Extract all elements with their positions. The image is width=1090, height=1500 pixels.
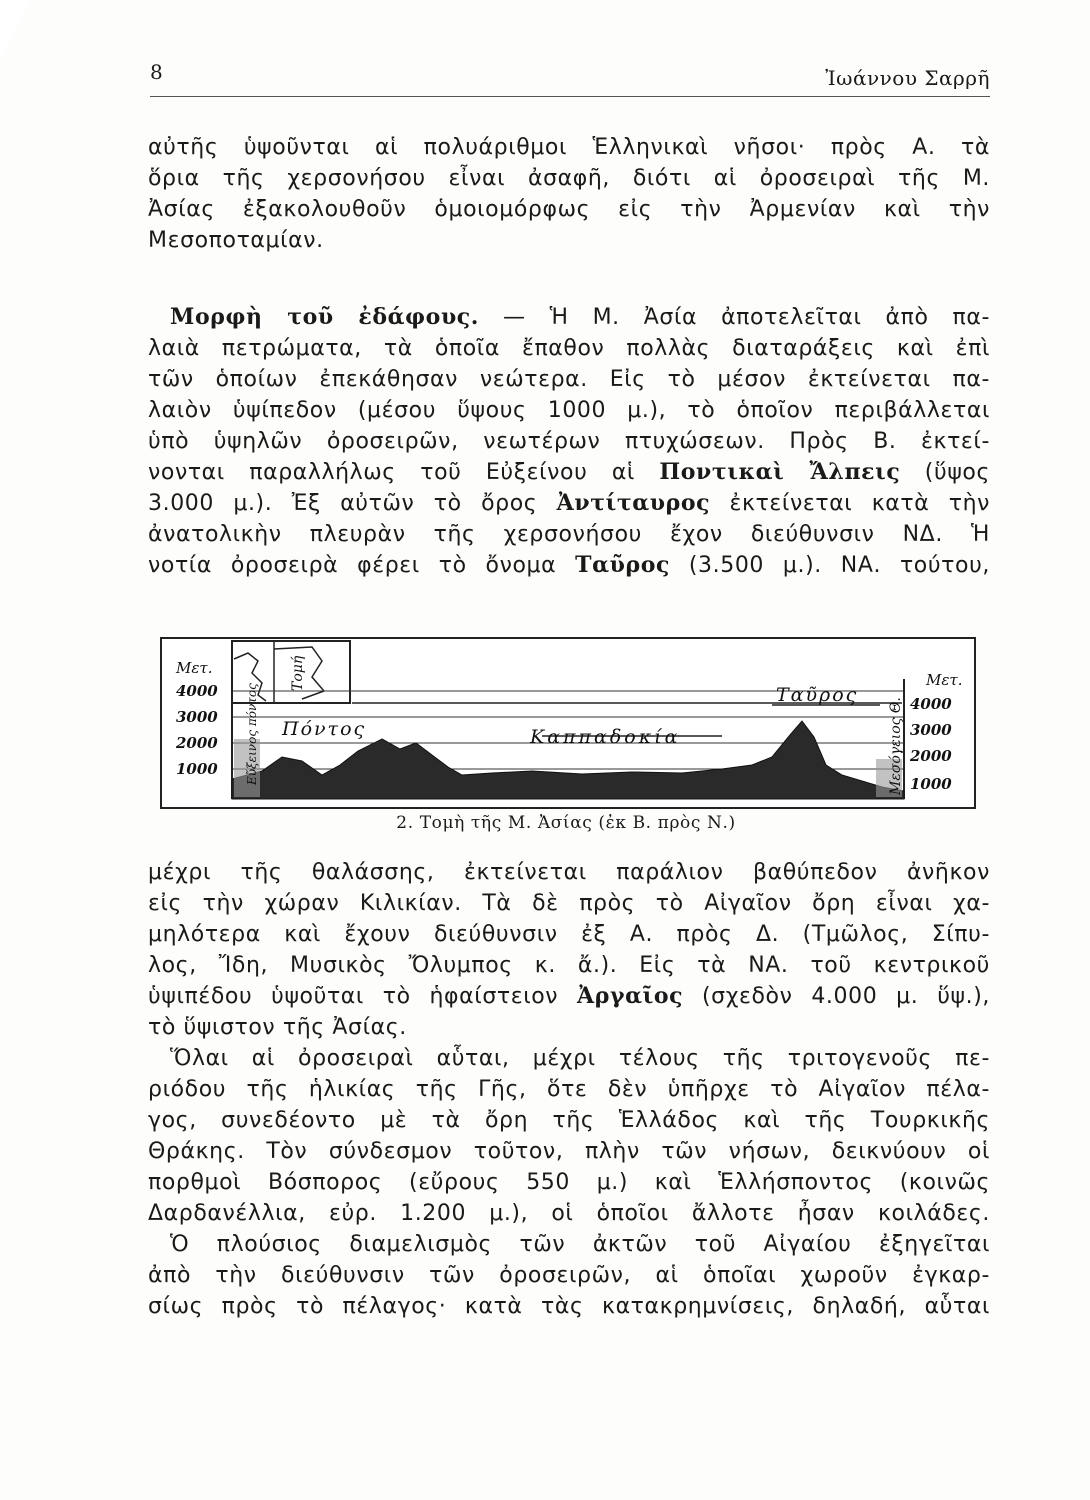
axis-tick-label: 2000	[910, 747, 952, 765]
text-line: λος, Ἴδη, Μυσικὸς Ὄλυμπος κ. ἄ.). Εἰς τὰ ΝΑ. τοῦ κεντρικοῦ	[148, 953, 990, 978]
text-run: (3.500 μ.). ΝΑ. τούτου,	[669, 553, 991, 578]
axis-tick-label: 1000	[910, 775, 952, 793]
label-mesogeios: Μεσόγειος Θ.	[888, 697, 904, 795]
text-line	[148, 981, 990, 1012]
page-header	[150, 60, 990, 96]
text-line: λαιὸν ὑψίπεδον (μέσου ὕψους 1000 μ.), τὸ ὁποῖον περιβάλλεται	[148, 398, 990, 423]
label-euxeinos-pontos: Εὔξεινος πόντος	[245, 683, 259, 785]
text-line: μέχρι τῆς θαλάσσης, ἐκτείνεται παράλιον βαθύπεδον ἀνῆκον	[148, 860, 990, 885]
term-taurus: Ταῦρος	[575, 552, 670, 578]
axis-tick-label: 4000	[176, 682, 218, 700]
page-number: 8	[150, 60, 163, 84]
term-pontic-alps: Ποντικαὶ Ἄλπεις	[659, 459, 901, 485]
text-run: (ὕψος	[900, 460, 990, 485]
text-line: ἀπὸ τὴν διεύθυνσιν τῶν ὀροσειρῶν, αἱ ὁποῖαι χωροῦν ἐγκαρ-	[148, 1263, 990, 1288]
text-line	[148, 550, 990, 581]
text-line: γος, συνεδέοντο μὲ τὰ ὄρη τῆς Ἑλλάδος καὶ τῆς Τουρκικῆς	[148, 1108, 990, 1133]
paragraph-continued	[148, 857, 990, 1322]
axis-tick-label: 2000	[176, 734, 218, 752]
text-line: ὅρια τῆς χερσονήσου εἶναι ἀσαφῆ, διότι αἱ ὀροσειραὶ τῆς Μ.	[148, 166, 990, 191]
text-run: ὑψιπέδου ὑψοῦται τὸ ἡφαίστειον	[148, 984, 578, 1009]
text-line: ριόδου τῆς ἡλικίας τῆς Γῆς, ὅτε δὲν ὑπῆρχε τὸ Αἰγαῖον πέλα-	[148, 1077, 990, 1102]
running-head: Ἰωάννου Σαρρῆ	[825, 66, 990, 90]
torn-corner	[0, 0, 30, 60]
header-rule	[150, 96, 990, 97]
paragraph-intro	[148, 132, 990, 256]
axis-tick-label: 1000	[176, 760, 218, 778]
text-line: τὸ ὕψιστον τῆς Ἀσίας.	[148, 1015, 407, 1040]
text-run: ἐκτείνεται κατὰ τὴν	[710, 491, 990, 516]
text-line: Ὅλαι αἱ ὀροσειραὶ αὗται, μέχρι τέλους τῆς τριτογενοῦς πε-	[170, 1046, 990, 1071]
text-line: Θράκης. Τὸν σύνδεσμον τοῦτον, πλὴν τῶν νήσων, δεικνύουν οἱ	[148, 1139, 990, 1164]
figure-caption: 2. Τομὴ τῆς Μ. Ἀσίας (ἐκ Β. πρὸς Ν.)	[396, 813, 736, 833]
text-line: πορθμοὶ Βόσπορος (εὔρους 550 μ.) καὶ Ἑλλήσποντος (κοινῶς	[148, 1170, 990, 1195]
label-kappadokia: Καππαδοκία	[530, 726, 681, 748]
section-heading: Μορφὴ τοῦ ἐδάφους.	[170, 304, 480, 330]
text-line: αὐτῆς ὑψοῦνται αἱ πολυάριθμοι Ἑλληνικαὶ νῆσοι· πρὸς Α. τὰ	[148, 135, 990, 160]
text-line: μηλότερα καὶ ἔχουν διεύθυνσιν ἐξ Α. πρὸς Δ. (Τμῶλος, Σίπυ-	[148, 922, 990, 947]
text-run: (σχεδὸν 4.000 μ. ὕψ.),	[683, 984, 990, 1009]
text-run: — Ἡ Μ. Ἀσία ἀποτελεῖται ἀπὸ πα-	[479, 305, 991, 330]
text-line	[148, 457, 990, 488]
text-line	[148, 488, 990, 519]
cross-section-svg	[162, 639, 974, 807]
label-tavros: Ταῦρος	[776, 684, 859, 706]
axis-unit-right: Μετ.	[926, 671, 963, 689]
term-argaios: Ἀργαῖος	[577, 983, 684, 1009]
axis-unit-left: Μετ.	[176, 659, 213, 677]
axis-tick-label: 3000	[176, 708, 218, 726]
cross-section-figure	[160, 637, 976, 809]
label-inset-section: Τομή	[290, 655, 306, 691]
axis-tick-label: 4000	[910, 695, 952, 713]
text-line: λαιὰ πετρώματα, τὰ ὁποῖα ἔπαθον πολλὰς διαταράξεις καὶ ἐπὶ	[148, 336, 990, 361]
text-line: τῶν ὁποίων ἐπεκάθησαν νεώτερα. Εἰς τὸ μέσον ἐκτείνεται πα-	[148, 367, 990, 392]
text-run: νονται παραλλήλως τοῦ Εὐξείνου αἱ	[148, 460, 660, 485]
label-pontos: Πόντος	[282, 718, 367, 740]
text-line: Μεσοποταμίαν.	[148, 228, 324, 253]
text-line: Δαρδανέλλια, εὐρ. 1.200 μ.), οἱ ὁποῖοι ἄλλοτε ἦσαν κοιλάδες.	[148, 1201, 990, 1226]
text-line: εἰς τὴν χώραν Κιλικίαν. Τὰ δὲ πρὸς τὸ Αἰγαῖον ὄρη εἶναι χα-	[148, 891, 990, 916]
text-line: ἀνατολικὴν πλευρὰν τῆς χερσονήσου ἔχον διεύθυνσιν ΝΔ. Ἡ	[148, 522, 990, 547]
text-line: ὑπὸ ὑψηλῶν ὀροσειρῶν, νεωτέρων πτυχώσεων. Πρὸς Β. ἐκτεί-	[148, 429, 990, 454]
text-line: Ὁ πλούσιος διαμελισμὸς τῶν ἀκτῶν τοῦ Αἰγαίου ἐξηγεῖται	[170, 1232, 990, 1257]
text-run: 3.000 μ.). Ἐξ αὐτῶν τὸ ὄρος	[148, 491, 557, 516]
axis-tick-label: 3000	[910, 721, 952, 739]
text-line	[148, 302, 990, 333]
term-antitaurus: Ἀντίταυρος	[556, 490, 711, 516]
paragraph-landform	[148, 302, 990, 581]
text-run: νοτία ὀροσειρὰ φέρει τὸ ὄνομα	[148, 553, 576, 578]
text-line: σίως πρὸς τὸ πέλαγος· κατὰ τὰς κατακρημνίσεις, δηλαδή, αὗται	[148, 1294, 990, 1319]
text-line: Ἀσίας ἐξακολουθοῦν ὁμοιομόρφως εἰς τὴν Ἀρμενίαν καὶ τὴν	[148, 197, 990, 222]
